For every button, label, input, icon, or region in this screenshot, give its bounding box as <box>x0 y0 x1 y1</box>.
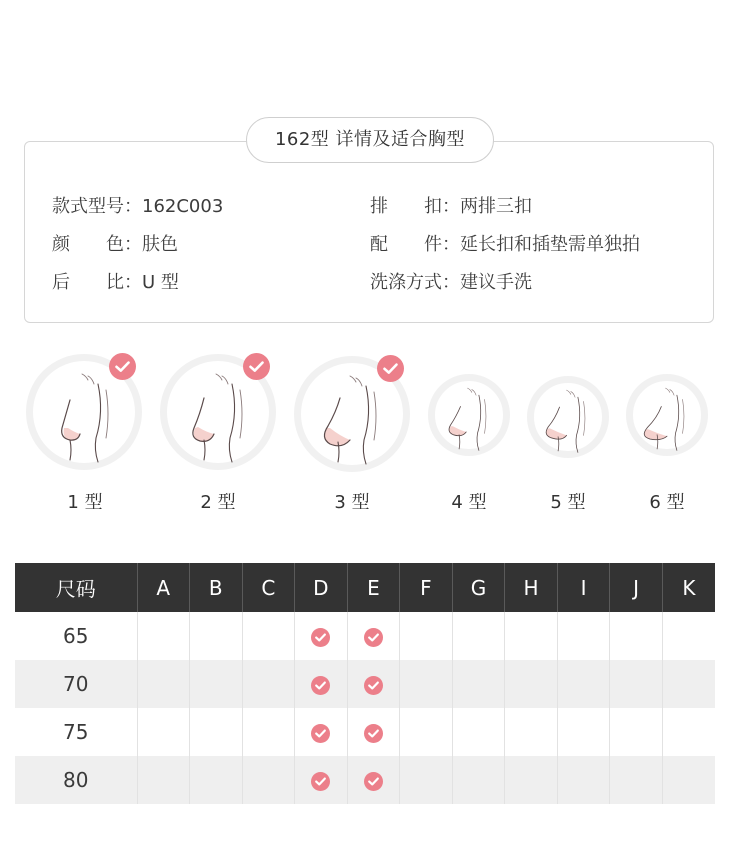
cup-cell <box>557 612 610 660</box>
cup-cell <box>557 660 610 708</box>
breast-shape-item <box>160 354 276 470</box>
detail-label: 款式型号： <box>52 196 142 217</box>
table-row <box>15 708 715 756</box>
cup-cell <box>347 612 400 660</box>
breast-shape-item <box>294 356 410 472</box>
cup-cell <box>505 660 558 708</box>
shape-label-4: 4 型 <box>451 492 487 513</box>
band-size-cell: 75 <box>15 708 137 756</box>
size-table-header <box>15 563 715 612</box>
cup-cell <box>400 708 453 756</box>
detail-label: 颜 色： <box>52 234 142 255</box>
breast-shape-item <box>26 354 142 470</box>
detail-row-hooks <box>370 192 532 218</box>
breast-shape-item <box>527 376 609 458</box>
size-table <box>15 563 715 804</box>
cup-cell <box>400 660 453 708</box>
cup-cell <box>400 756 453 804</box>
cup-cell <box>452 612 505 660</box>
breast-shape-5-icon <box>527 376 609 458</box>
cup-cell <box>242 660 295 708</box>
detail-value: 建议手洗 <box>460 272 532 293</box>
detail-row-style-no <box>52 192 223 218</box>
breast-shape-6-icon <box>626 374 708 456</box>
cup-cell <box>557 756 610 804</box>
cup-cell <box>610 708 663 756</box>
table-row <box>15 612 715 660</box>
cup-cell <box>662 660 715 708</box>
column-header-cup: A <box>137 563 190 612</box>
cup-cell <box>295 612 348 660</box>
check-icon <box>109 353 136 380</box>
cup-cell <box>662 612 715 660</box>
check-icon <box>364 772 383 791</box>
cup-cell <box>347 660 400 708</box>
detail-value: 162C003 <box>142 196 224 217</box>
cup-cell <box>295 708 348 756</box>
breast-shape-4-icon <box>428 374 510 456</box>
cup-cell <box>452 708 505 756</box>
cup-cell <box>242 612 295 660</box>
cup-cell <box>190 660 243 708</box>
detail-row-washing <box>370 268 532 294</box>
cup-cell <box>347 708 400 756</box>
cup-cell <box>190 756 243 804</box>
column-header-size: 尺码 <box>15 563 137 612</box>
band-size-cell: 80 <box>15 756 137 804</box>
detail-label: 配 件： <box>370 234 460 255</box>
detail-row-accessories <box>370 230 640 256</box>
detail-value: 延长扣和插垫需单独拍 <box>460 234 640 255</box>
cup-cell <box>190 612 243 660</box>
check-icon <box>364 676 383 695</box>
column-header-cup: H <box>505 563 558 612</box>
shape-label-2: 2 型 <box>200 492 236 513</box>
cup-cell <box>400 612 453 660</box>
check-icon <box>311 676 330 695</box>
cup-cell <box>295 756 348 804</box>
breast-shape-list <box>0 340 730 530</box>
cup-cell <box>137 612 190 660</box>
band-size-cell: 70 <box>15 660 137 708</box>
shape-label-6: 6 型 <box>649 492 685 513</box>
check-icon <box>364 628 383 647</box>
page-title: 162型 详情及适合胸型 <box>246 117 494 163</box>
cup-cell <box>347 756 400 804</box>
cup-cell <box>242 708 295 756</box>
cup-cell <box>137 660 190 708</box>
column-header-cup: I <box>557 563 610 612</box>
cup-cell <box>610 612 663 660</box>
check-icon <box>377 355 404 382</box>
detail-value: 两排三扣 <box>460 196 532 217</box>
cup-cell <box>662 708 715 756</box>
column-header-cup: E <box>347 563 400 612</box>
column-header-cup: K <box>662 563 715 612</box>
shape-label-5: 5 型 <box>550 492 586 513</box>
cup-cell <box>242 756 295 804</box>
column-header-cup: D <box>295 563 348 612</box>
detail-label: 洗涤方式： <box>370 272 460 293</box>
shape-label-1: 1 型 <box>67 492 103 513</box>
check-icon <box>364 724 383 743</box>
column-header-cup: C <box>242 563 295 612</box>
cup-cell <box>505 708 558 756</box>
cup-cell <box>505 756 558 804</box>
shape-label-3: 3 型 <box>334 492 370 513</box>
check-icon <box>311 628 330 647</box>
band-size-cell: 65 <box>15 612 137 660</box>
detail-row-back <box>52 268 179 294</box>
table-row <box>15 660 715 708</box>
cup-cell <box>505 612 558 660</box>
check-icon <box>243 353 270 380</box>
detail-value: 肤色 <box>142 234 178 255</box>
cup-cell <box>662 756 715 804</box>
cup-cell <box>295 660 348 708</box>
detail-label: 排 扣： <box>370 196 460 217</box>
column-header-cup: G <box>452 563 505 612</box>
column-header-cup: J <box>610 563 663 612</box>
check-icon <box>311 772 330 791</box>
column-header-cup: B <box>190 563 243 612</box>
check-icon <box>311 724 330 743</box>
breast-shape-item <box>428 374 510 456</box>
detail-value: U 型 <box>142 272 179 293</box>
cup-cell <box>452 756 505 804</box>
cup-cell <box>137 708 190 756</box>
cup-cell <box>557 708 610 756</box>
cup-cell <box>610 756 663 804</box>
cup-cell <box>452 660 505 708</box>
detail-row-color <box>52 230 178 256</box>
cup-cell <box>610 660 663 708</box>
detail-label: 后 比： <box>52 272 142 293</box>
column-header-cup: F <box>400 563 453 612</box>
breast-shape-item <box>626 374 708 456</box>
cup-cell <box>137 756 190 804</box>
table-row <box>15 756 715 804</box>
cup-cell <box>190 708 243 756</box>
